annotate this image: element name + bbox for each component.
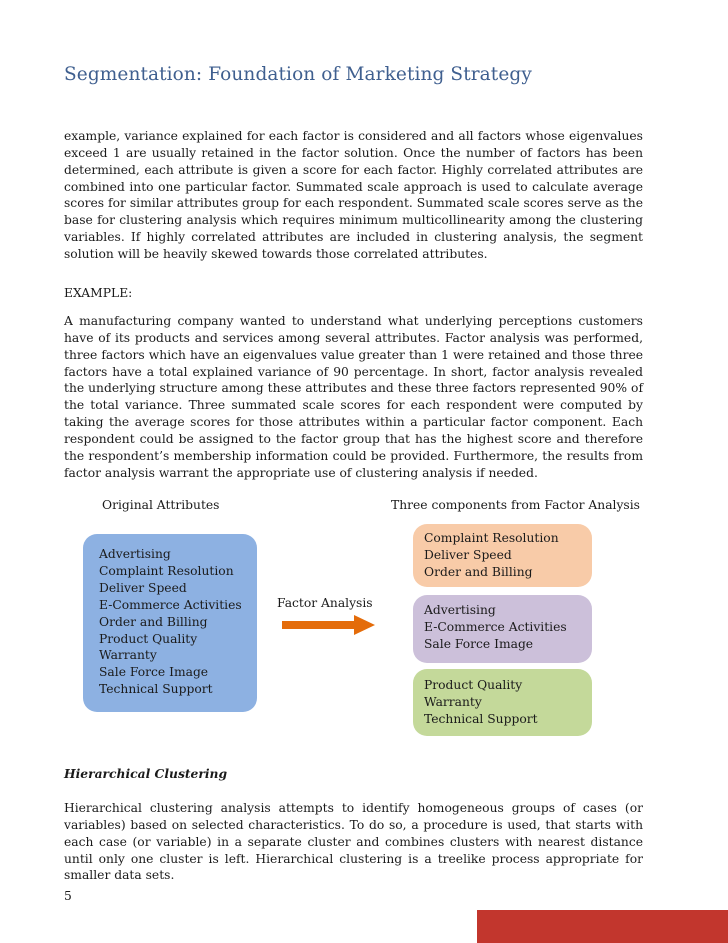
original-attributes-label: Original Attributes: [102, 498, 220, 512]
factor-analysis-label: Factor Analysis: [277, 596, 373, 610]
attribute-item: E-Commerce Activities: [99, 597, 242, 612]
group-item: Warranty: [424, 694, 482, 709]
group-item: Order and Billing: [424, 564, 533, 579]
paragraph-example: A manufacturing company wanted to understand what underlying perceptions customers have of its products and services among several attributes. Factor analysis was performed, three factors which have an eigenvalues value greater than 1 were retained and those three factors have a total explained variance of 90 percentage. In short, factor analysis revealed the underlying structure among these attributes and these three factors represented 90% of the total variance. Three summated scale scores for each respondent were computed by taking the average scores for those attributes within a particular factor component. Each respondent could be assigned to the factor group that has the highest score and therefore the respondent’s membership information could be provided. Furthermore, the results from factor analysis warrant the appropriate use of clustering analysis if needed.: [64, 314, 643, 480]
group-item: Advertising: [424, 603, 496, 617]
attribute-item: Deliver Speed: [99, 580, 187, 595]
group-item: E-Commerce Activities: [424, 619, 567, 634]
section-heading: Hierarchical Clustering: [64, 766, 228, 781]
components-label: Three components from Factor Analysis: [391, 498, 640, 512]
attribute-item: Order and Billing: [99, 614, 208, 629]
group-item: Technical Support: [424, 711, 538, 726]
attribute-item: Sale Force Image: [99, 665, 209, 680]
paragraph-intro: example, variance explained for each factor is considered and all factors whose eigenvalues exceed 1 are usually retained in the factor solution. Once the number of factors has been determined, each attribute is given a score for each factor. Highly correlated attributes are combined into one particular factor. Summated scale approach is used to calculate average scores for similar attributes group for each respondent. Summated scale scores serve as the base for clustering analysis which requires minimum multicollinearity among the clustering variables. If highly correlated attributes are included in clustering analysis, the segment solution will be heavily skewed towards those correlated attributes.: [64, 129, 643, 261]
attribute-item: Product Quality: [99, 631, 198, 646]
factor-group-2-box: [413, 595, 592, 663]
paragraph-hierarchical: Hierarchical clustering analysis attempts to identify homogeneous groups of cases (or variables) based on selected characteristics. To do so, a procedure is used, that starts with each case (or variable) in a separate cluster and combines clusters with nearest distance until only one cluster is left. Hierarchical clustering is a treelike process appropriate for smaller data sets.: [64, 801, 643, 883]
example-label: EXAMPLE:: [64, 286, 133, 300]
factor-group-3-box: [413, 669, 592, 736]
page-number: 5: [64, 889, 72, 903]
attribute-item: Warranty: [99, 648, 157, 663]
attribute-item: Technical Support: [99, 682, 213, 697]
footer-bar: [477, 910, 728, 943]
page-title: Segmentation: Foundation of Marketing Strategy: [64, 64, 532, 85]
factor-group-1-box: [413, 524, 592, 587]
attribute-item: Advertising: [99, 547, 171, 561]
original-attributes-box: [83, 534, 257, 712]
group-item: Complaint Resolution: [424, 531, 559, 545]
group-item: Sale Force Image: [424, 636, 534, 651]
attribute-item: Complaint Resolution: [99, 563, 234, 578]
arrow-right-icon: [282, 614, 376, 636]
group-item: Deliver Speed: [424, 547, 512, 562]
group-item: Product Quality: [424, 678, 523, 692]
